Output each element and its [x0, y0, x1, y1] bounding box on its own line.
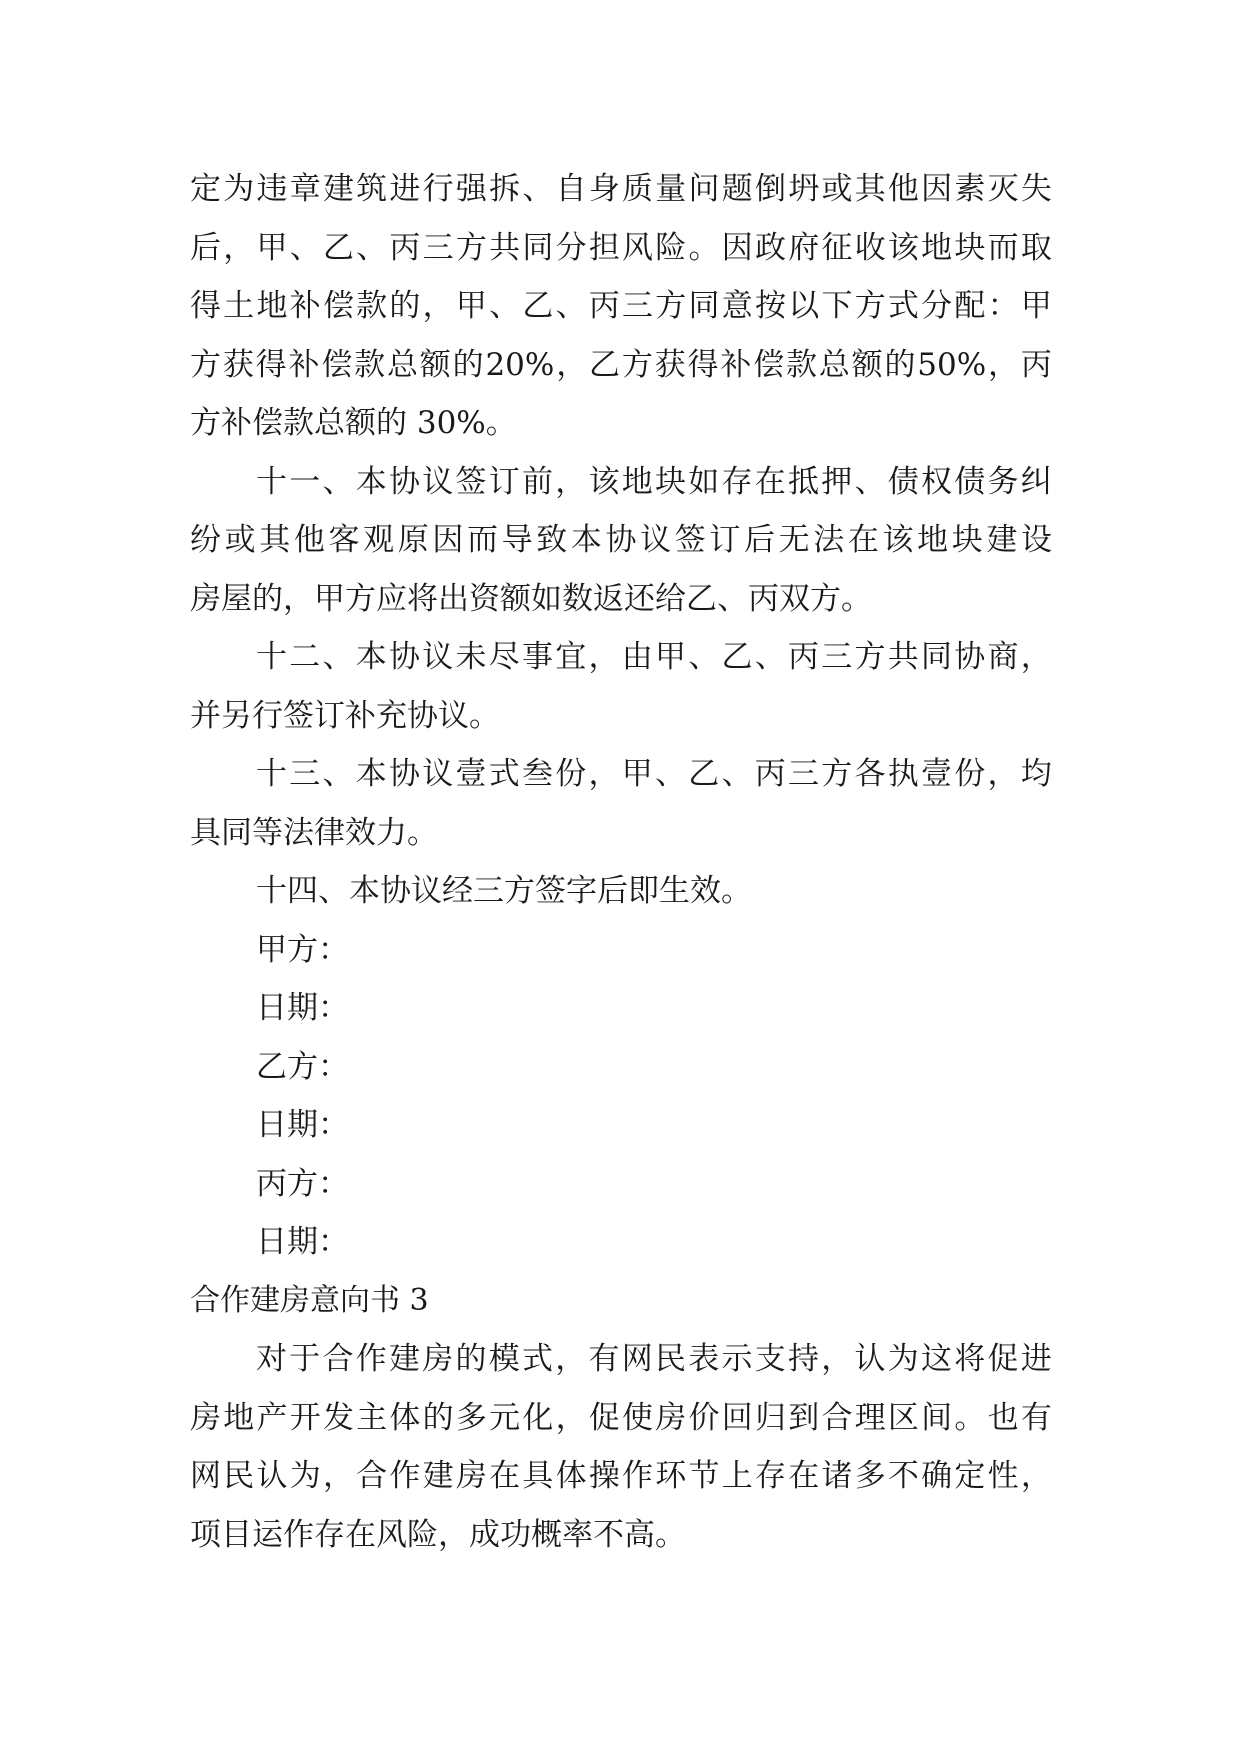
text-line: 得 土 地 补 偿 款 的 ， 甲 、 乙 、 丙 三 方 同 意 按 以 下 方 式 分 配 ： 甲	[190, 288, 1052, 324]
text-line: 方 获 得 补 偿 款 总 额 的 20% ， 乙 方 获 得 补 偿 款 总 额 的 50% ， 丙	[190, 346, 1052, 383]
text-line: 方补偿款总额的 30%。	[190, 405, 517, 441]
text-line: 十 三 、 本 协 议 壹 式 叁 份 ， 甲 、 乙 、 丙 三 方 各 执 壹 份 ， 均	[256, 756, 1052, 792]
text-line: 日期：	[256, 1107, 349, 1143]
text-line: 具同等法律效力。	[190, 814, 438, 851]
text-line: 网 民 认 为 ， 合 作 建 房 在 具 体 操 作 环 节 上 存 在 诸 多 不 确 定 性 ，	[190, 1458, 1052, 1494]
text-line: 纷 或 其 他 客 观 原 因 而 导 致 本 协 议 签 订 后 无 法 在 该 地 块 建 设	[190, 522, 1052, 558]
text-line: 项目运作存在风险，成功概率不高。	[190, 1516, 686, 1553]
text-line: 后 ， 甲 、 乙 、 丙 三 方 共 同 分 担 风 险 。 因 政 府 征 收 该 地 块 而 取	[190, 229, 1052, 266]
text-line: 房 地 产 开 发 主 体 的 多 元 化 ， 促 使 房 价 回 归 到 合 理 区 间 。 也 有	[190, 1399, 1052, 1436]
text-line: 日期：	[256, 990, 349, 1026]
document-body	[190, 160, 1052, 1564]
text-line: 十 二 、 本 协 议 未 尽 事 宜 ， 由 甲 、 乙 、 丙 三 方 共 同 协 商 ，	[256, 639, 1052, 675]
text-line: 十四、本协议经三方签字后即生效。	[256, 873, 752, 909]
text-line: 乙方：	[256, 1048, 349, 1085]
text-line: 房屋的，甲方应将出资额如数返还给乙、丙双方。	[190, 580, 872, 617]
text-line: 丙方：	[256, 1165, 349, 1202]
text-line: 十 一 、 本 协 议 签 订 前 ， 该 地 块 如 存 在 抵 押 、 债 权 债 务 纠	[256, 463, 1052, 500]
text-line: 定 为 违 章 建 筑 进 行 强 拆 、 自 身 质 量 问 题 倒 坍 或 其 他 因 素 灭 失	[190, 171, 1052, 207]
section-heading: 合作建房意向书 3	[190, 1282, 429, 1318]
text-line: 甲方：	[256, 931, 349, 968]
text-line: 并另行签订补充协议。	[190, 697, 500, 734]
text-line: 日期：	[256, 1224, 349, 1260]
text-line: 对 于 合 作 建 房 的 模 式 ， 有 网 民 表 示 支 持 ， 认 为 这 将 促 进	[256, 1341, 1052, 1377]
